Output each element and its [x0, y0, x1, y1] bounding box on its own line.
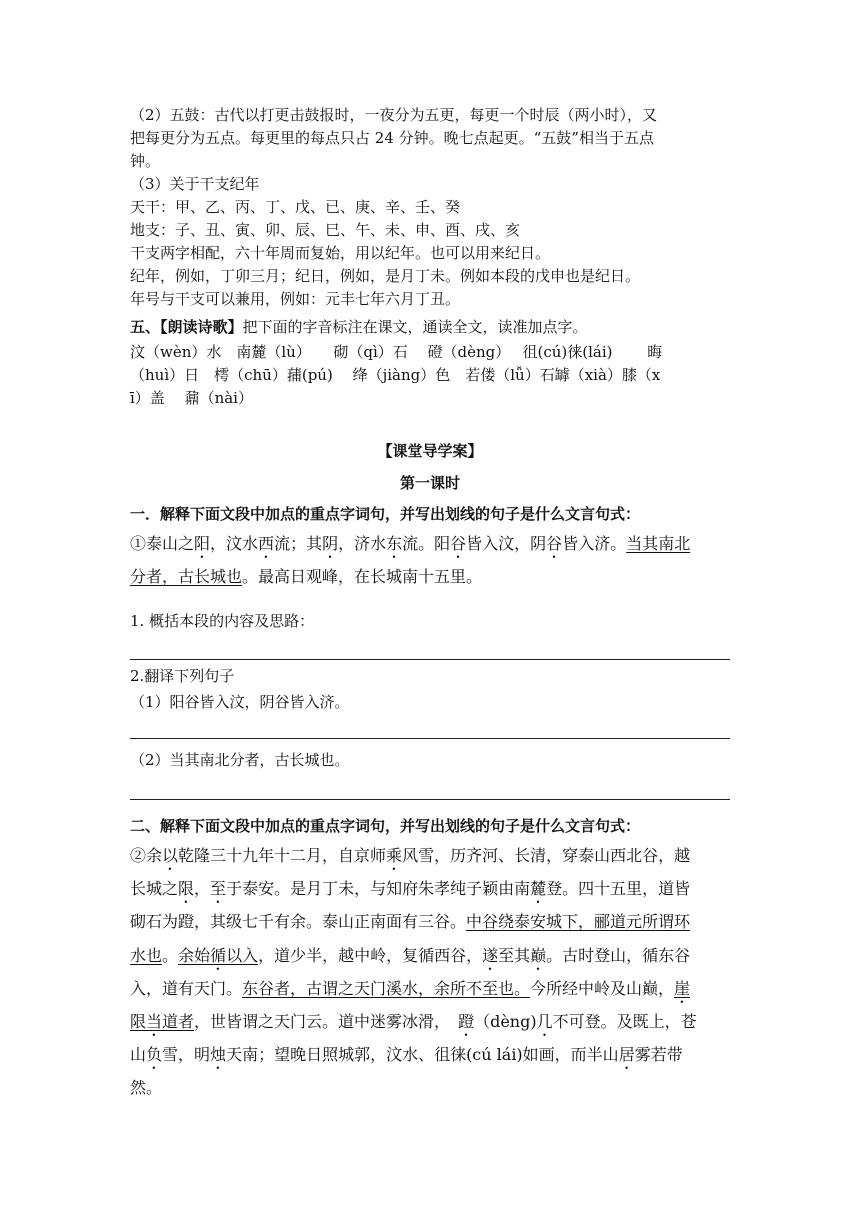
part-2-passage-line-2: 长城之限，至于泰安。是月丁未，与知府朱孝纯子颖由南麓登。四十五里，道皆: [130, 879, 691, 898]
part-1-passage-line-2: 分者，古长城也。最高日观峰，在长城南十五里。: [130, 567, 483, 586]
note-2-line-2: 把每更分为五点。每更里的每点只占 24 分钟。晚七点起更。“五鼓”相当于五点: [130, 129, 654, 147]
section-5-heading: 五、【朗读诗歌】: [130, 318, 243, 336]
part-2-passage-line-8: 然。: [130, 1078, 163, 1097]
part-2-passage-line-7: 山负雪，明烛天南；望晚日照城郭，汶水、徂徕(cú lái)如画，而半山居雾若带: [130, 1045, 683, 1064]
question-1: 1. 概括本段的内容及思路：: [130, 612, 315, 630]
question-2-1: （1）阳谷皆入汶，阴谷皆入济。: [130, 693, 350, 711]
part-1-passage-line-1: ①泰山之阳，汶水西流；其阴，济水东流。阳谷皆入汶，阴谷皆入济。当其南北: [130, 534, 691, 553]
dizhi-line: 地支：子、丑、寅、卯、辰、巳、午、未、申、酉、戌、亥: [130, 221, 521, 239]
part-2-passage-line-6: 限当道者，世皆谓之天门云。道中迷雾冰滑， 蹬（dèng)几不可登。及既上，苍: [130, 1012, 697, 1031]
section-5-heading-line: [130, 316, 730, 338]
pinyin-line-1: 汶（wèn）水 南麓（lù） 砌（qì）石 磴（dèng） 徂(cú)徕(lái) 晦: [130, 343, 663, 361]
note-2-line-1: （2）五鼓：古代以打更击鼓报时，一夜分为五更，每更一个时辰（两小时），又: [130, 106, 658, 124]
ganzhi-line-2: 纪年，例如，丁卯三月；纪日，例如，是月丁未。例如本段的戊申也是纪日。: [130, 267, 641, 285]
question-2-2: （2）当其南北分者，古长城也。: [130, 751, 350, 769]
section-5-instruction: 把下面的字音标注在课文，通读全文，读准加点字。: [242, 318, 588, 336]
part-2-passage-line-3: 砌石为蹬，其级七千有余。泰山正南面有三谷。中谷绕泰安城下，郦道元所谓环: [130, 912, 691, 931]
answer-line-2[interactable]: [130, 738, 730, 739]
question-2: 2.翻译下列句子: [130, 667, 235, 685]
tiangan-line: 天干：甲、乙、丙、丁、戊、已、庚、辛、壬、癸: [130, 198, 461, 216]
lesson-title: 第一课时: [399, 474, 460, 492]
pinyin-line-2: （huì）日 樗（chū）蒱(pú) 绛（jiàng）色 若偻（lǚ）石罅（xià）膝（x: [130, 366, 661, 384]
ganzhi-line-1: 干支两字相配，六十年周而复始，用以纪年。也可以用来纪日。: [130, 244, 551, 262]
ganzhi-line-3: 年号与干支可以兼用，例如：元丰七年六月丁丑。: [130, 290, 461, 308]
guide-title: 【课堂导学案】: [377, 442, 483, 460]
part-2-passage-line-5: 入，道有天门。东谷者，古谓之天门溪水，余所不至也。今所经中岭及山巅，崖: [130, 979, 691, 998]
answer-line-3[interactable]: [130, 799, 730, 800]
pinyin-line-3: ī）盖 鼐（nài）: [130, 389, 253, 407]
answer-line-1[interactable]: [130, 659, 730, 660]
note-2-line-3: 钟。: [130, 152, 161, 170]
note-3-title: （3）关于干支纪年: [130, 175, 260, 193]
part-2-heading: 二、解释下面文段中加点的重点字词句，并写出划线的句子是什么文言句式：: [130, 817, 641, 835]
part-2-passage-line-1: ②余以乾隆三十九年十二月，自京师乘风雪，历齐河、长清，穿泰山西北谷，越: [130, 846, 691, 865]
underlined-sentence: 当其南北: [626, 534, 691, 553]
part-2-passage-line-4: 水也。余始循以入，道少半，越中岭，复循西谷，遂至其巅。古时登山，循东谷: [130, 946, 691, 965]
part-1-heading: 一．解释下面文段中加点的重点字词句，并写出划线的句子是什么文言句式：: [130, 505, 641, 523]
